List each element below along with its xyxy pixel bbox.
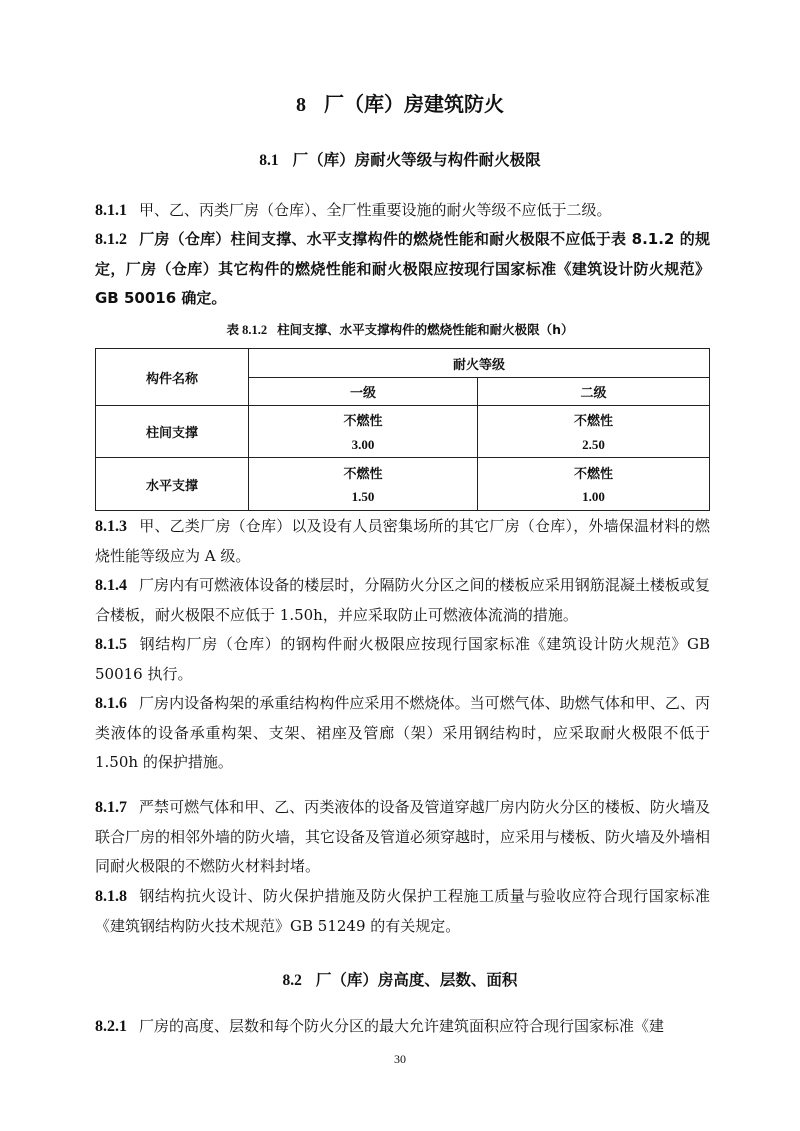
clause-text: 钢结构抗火设计、防火保护措施及防火保护工程施工质量与验收应符合现行国家标准《建筑钢结构防火技术规范》GB 51249 的有关规定。 [95,887,710,935]
table-row [96,406,710,458]
fire-resistance-table [95,348,710,511]
clause-number: 8.1.6 [95,695,127,712]
table-title: 柱间支撑、水平支撑构件的燃烧性能和耐火极限（h） [277,322,574,337]
row-name: 水平支撑 [96,458,249,511]
table-row [96,458,710,511]
clause-8-1-1 [95,196,710,226]
clause-text: 甲、乙、丙类厂房（仓库）、全厂性重要设施的耐火等级不应低于二级。 [139,201,612,219]
clause-8-1-5 [95,630,710,689]
clause-8-1-4 [95,571,710,630]
clause-8-1-7 [95,793,710,882]
clause-number: 8.1.7 [95,799,127,816]
cell-prop: 不燃性 [573,466,613,482]
chapter-title [0,88,800,117]
clause-number: 8.1.2 [95,231,127,248]
clause-text: 厂房内设备构架的承重结构构件应采用不燃烧体。当可燃气体、助燃气体和甲、乙、丙类液体的设备承重构架、支架、裙座及管廊（架）采用钢结构时，应采取耐火极限不低于 1.50h 的保护措施。 [95,694,710,771]
clause-number: 8.1.4 [95,577,127,594]
clause-8-1-8 [95,882,710,941]
row-name: 柱间支撑 [96,406,249,458]
clause-number: 8.1.8 [95,888,127,905]
clause-text: 厂房的高度、层数和每个防火分区的最大允许建筑面积应符合现行国家标准《建 [139,1017,665,1035]
chapter-number: 8 [296,94,306,116]
header-grade-2: 二级 [478,378,710,406]
table-cell [249,406,478,458]
table-cell [249,458,478,511]
clause-number: 8.1.1 [95,202,127,219]
section-number: 8.2 [282,972,302,989]
table-number: 表 8.1.2 [226,323,268,337]
clause-8-1-3 [95,512,710,571]
clause-text: 甲、乙类厂房（仓库）以及设有人员密集场所的其它厂房（仓库），外墙保温材料的燃烧性能等级应为 A 级。 [95,517,710,565]
table-caption [0,320,800,338]
clause-text: 钢结构厂房（仓库）的钢构件耐火极限应按现行国家标准《建筑设计防火规范》GB 50016 执行。 [95,635,710,683]
chapter-title-text: 厂（库）房建筑防火 [324,92,504,116]
header-grade-1: 一级 [249,378,478,406]
section-heading-8-1 [0,148,800,170]
clause-8-1-6 [95,689,710,778]
table-cell [478,458,710,511]
header-group: 耐火等级 [249,349,710,378]
cell-prop: 不燃性 [343,466,383,482]
clause-8-1-2 [95,225,710,314]
section-title: 厂（库）房高度、层数、面积 [315,971,518,989]
clause-text: 严禁可燃气体和甲、乙、丙类液体的设备及管道穿越厂房内防火分区的楼板、防火墙及联合厂房的相邻外墙的防火墙，其它设备及管道必须穿越时，应采用与楼板、防火墙及外墙相同耐火极限的不燃防火材料封堵。 [95,798,711,875]
cell-value: 3.00 [351,436,375,452]
clause-text: 厂房（仓库）柱间支撑、水平支撑构件的燃烧性能和耐火极限不应低于表 8.1.2 的规定，厂房（仓库）其它构件的燃烧性能和耐火极限应按现行国家标准《建筑设计防火规范》GB 50016 确定。 [95,230,710,307]
table-cell [478,406,710,458]
page-number: 30 [394,1052,406,1066]
header-component: 构件名称 [96,349,249,406]
clause-text: 厂房内有可燃液体设备的楼层时，分隔防火分区之间的楼板应采用钢筋混凝土楼板或复合楼板，耐火极限不应低于 1.50h，并应采取防止可燃液体流淌的措施。 [95,576,710,624]
cell-prop: 不燃性 [343,414,383,430]
clause-8-2-1 [95,1012,710,1042]
section-title: 厂（库）房耐火等级与构件耐火极限 [292,151,541,169]
table-header-row [96,349,710,378]
clause-number: 8.1.5 [95,636,127,653]
clause-number: 8.2.1 [95,1018,127,1035]
cell-value: 1.50 [351,489,375,505]
clause-number: 8.1.3 [95,518,127,535]
cell-prop: 不燃性 [573,414,613,430]
section-number: 8.1 [259,152,279,169]
section-heading-8-2 [0,968,800,990]
cell-value: 1.00 [582,489,605,505]
cell-value: 2.50 [582,436,605,452]
